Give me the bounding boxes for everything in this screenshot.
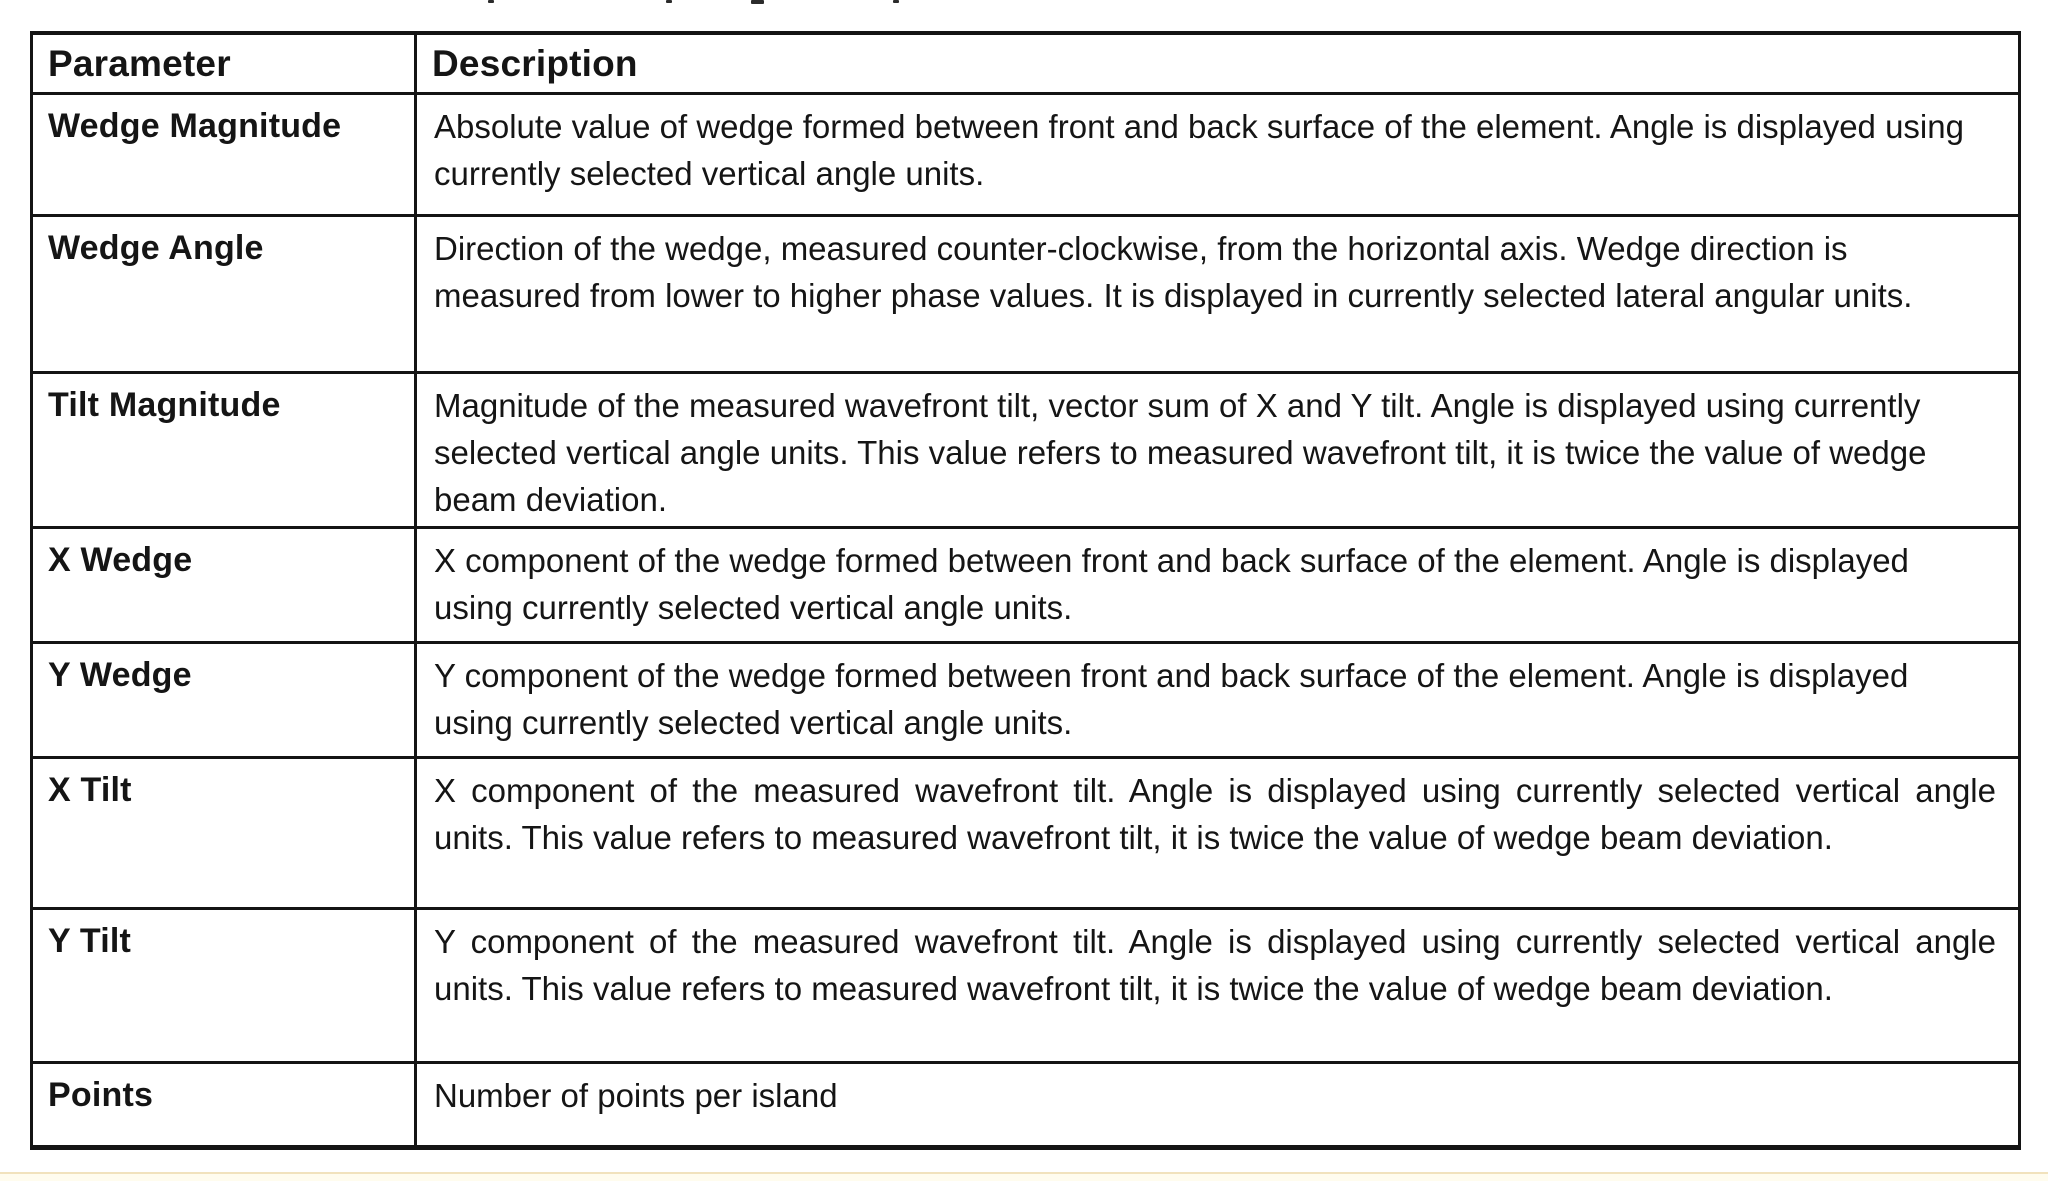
note-callout-strip: [0, 1172, 2048, 1181]
parameter-cell: Y Wedge: [32, 643, 416, 758]
column-header-description: Description: [416, 33, 2020, 94]
table-row: [32, 373, 2020, 528]
column-header-parameter: Parameter: [32, 33, 416, 94]
description-cell: Absolute value of wedge formed between front and back surface of the element. Angle is displayed using currently selected vertical angle units.: [416, 94, 2020, 216]
cropped-text-fragment: [666, 0, 672, 3]
table-row: [32, 758, 2020, 909]
description-cell: Y component of the measured wavefront tilt. Angle is displayed using currently selected vertical angle units. This value refers to measured wavefront tilt, it is twice the value of wedge beam deviation.: [416, 909, 2020, 1063]
table-row: [32, 216, 2020, 373]
description-cell: Number of points per island: [416, 1063, 2020, 1148]
description-cell: X component of the measured wavefront tilt. Angle is displayed using currently selected vertical angle units. This value refers to measured wavefront tilt, it is twice the value of wedge beam deviation.: [416, 758, 2020, 909]
parameter-cell: X Tilt: [32, 758, 416, 909]
parameter-cell: Points: [32, 1063, 416, 1148]
cropped-text-fragment: [488, 0, 494, 3]
parameter-cell: Wedge Angle: [32, 216, 416, 373]
description-cell: Direction of the wedge, measured counter-clockwise, from the horizontal axis. Wedge direction is measured from lower to higher phase values. It is displayed in currently selected lateral angular units.: [416, 216, 2020, 373]
cropped-text-fragment: [751, 0, 764, 4]
table-row: [32, 528, 2020, 643]
cropped-text-fragment: [893, 0, 899, 3]
table-row: [32, 1063, 2020, 1148]
table-header-row: [32, 33, 2020, 94]
table-row: [32, 94, 2020, 216]
description-cell: X component of the wedge formed between front and back surface of the element. Angle is displayed using currently selected vertical angle units.: [416, 528, 2020, 643]
parameter-cell: Tilt Magnitude: [32, 373, 416, 528]
parameters-table: [30, 31, 2021, 1150]
description-cell: Magnitude of the measured wavefront tilt, vector sum of X and Y tilt. Angle is displayed using currently selected vertical angle units. This value refers to measured wavefront tilt, it is twice the value of wedge beam deviation.: [416, 373, 2020, 528]
table-row: [32, 909, 2020, 1063]
parameter-cell: Wedge Magnitude: [32, 94, 416, 216]
description-cell: Y component of the wedge formed between front and back surface of the element. Angle is displayed using currently selected vertical angle units.: [416, 643, 2020, 758]
parameter-cell: X Wedge: [32, 528, 416, 643]
parameter-cell: Y Tilt: [32, 909, 416, 1063]
table-row: [32, 643, 2020, 758]
